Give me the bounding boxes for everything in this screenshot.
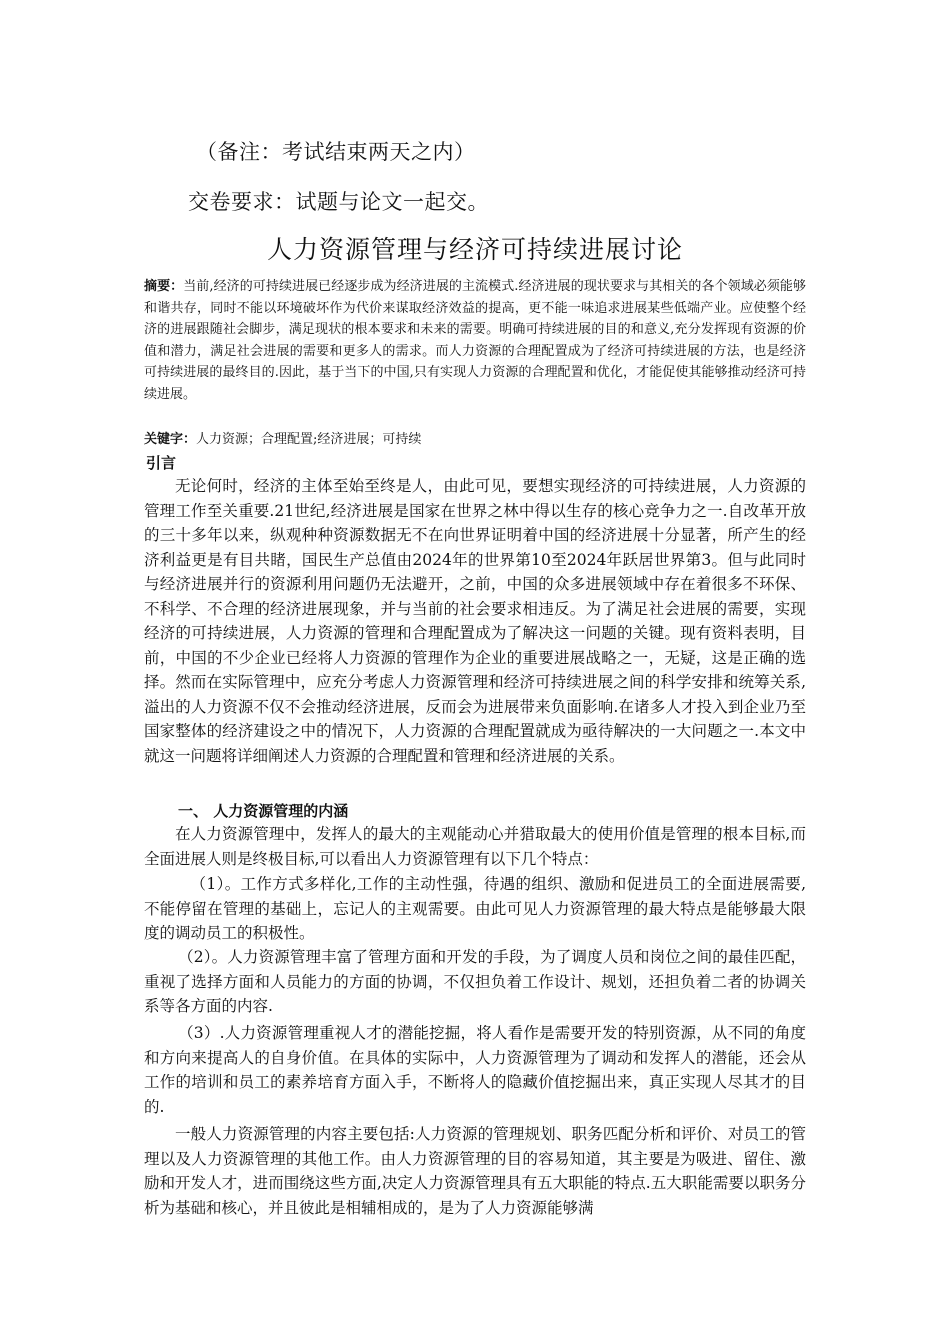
section1-point3: （3）.人力资源管理重视人才的潜能挖掘，将人看作是需要开发的特别资源，从不同的角度和方向来提高人的自身价值。在具体的实际中，人力资源管理为了调动和发挥人的潜能，还会从工作的培训和员工的素养培育方面入手，不断将人的隐藏价值挖掘出来，真正实现人尽其才的目的. [144, 1024, 806, 1116]
keywords-label: 关键字： [144, 432, 197, 447]
section1-intro-paragraph: 在人力资源管理中，发挥人的最大的主观能动心并猎取最大的使用价值是管理的根本目标,而全面进展人则是终极目标,可以看出人力资源管理有以下几个特点： [144, 825, 806, 868]
keywords [144, 428, 421, 447]
intro-heading: 引言 [146, 454, 177, 472]
intro-paragraph: 无论何时，经济的主体至始至终是人，由此可见，要想实现经济的可持续进展，人力资源的管理工作至关重要.21世纪,经济进展是国家在世界之林中得以生存的核心竞争力之一.自改革开放的三十多年以来，纵观种种资源数据无不在向世界证明着中国的经济进展十分显著，所产生的经济利益更是有目共睹，国民生产总值由2024年的世界第10至2024年跃居世界第3。但与此同时与经济进展并行的资源利用问题仍无法避开，之前，中国的众多进展领域中存在着很多不环保、不科学、不合理的经济进展现象，并与当前的社会要求相违反。为了满足社会进展的需要，实现经济的可持续进展，人力资源的管理和合理配置成为了解决这一问题的关键。现有资料表明，目前，中国的不少企业已经将人力资源的管理作为企业的重要进展战略之一，无疑，这是正确的选择。然而在实际管理中，应充分考虑人力资源管理和经济可持续进展之间的科学安排和统筹关系,溢出的人力资源不仅不会推动经济进展，反而会为进展带来负面影响.在诸多人才投入到企业乃至国家整体的经济建设之中的情况下，人力资源的合理配置就成为亟待解决的一大问题之一.本文中就这一问题将详细阐述人力资源的合理配置和管理和经济进展的关系。 [144, 477, 806, 765]
abstract-text: 当前,经济的可持续进展已经逐步成为经济进展的主流模式.经济进展的现状要求与其相关的各个领域必须能够和谐共存，同时不能以环境破坏作为代价来谋取经济效益的提高，更不能一味追求进展某些低端产业。应使整个经济的进展跟随社会脚步，满足现状的根本要求和未来的需要。明确可持续进展的目的和意义,充分发挥现有资源的价值和潜力，满足社会进展的需要和更多人的需求。而人力资源的合理配置成为了经济可持续进展的方法，也是经济可持续进展的最终目的.因此，基于当下的中国,只有实现人力资源的合理配置和优化，才能促使其能够推动经济可持续进展。 [144, 279, 806, 402]
section1-point2: （2）。人力资源管理丰富了管理方面和开发的手段，为了调度人员和岗位之间的最佳匹配，重视了选择方面和人员能力的方面的协调，不仅担负着工作设计、规划，还担负着二者的协调关系等各方面的内容. [144, 948, 806, 1015]
abstract-label: 摘要： [144, 279, 184, 294]
abstract [144, 276, 806, 405]
section1-heading: 一、 人力资源管理的内涵 [178, 802, 349, 820]
paper-title: 人力资源管理与经济可持续进展讨论 [266, 235, 683, 264]
submission-requirement: 交卷要求：试题与论文一起交。 [188, 190, 489, 214]
keywords-text: 人力资源；合理配置;经济进展；可持续 [196, 432, 422, 447]
section1-point1: （1）。工作方式多样化,工作的主动性强，待遇的组织、激励和促进员工的全面进展需要,不能停留在管理的基础上，忘记人的主观需要。由此可见人力资源管理的最大特点是能够最大限度的调动员工的积极性。 [144, 875, 806, 942]
section1-content-paragraph: 一般人力资源管理的内容主要包括:人力资源的管理规划、职务匹配分析和评价、对员工的管理以及人力资源管理的其他工作。由人力资源管理的目的容易知道，其主要是为吸进、留住、激励和开发人才，进而围绕这些方面,决定人力资源管理具有五大职能的特点.五大职能需要以职务分析为基础和核心，并且彼此是相辅相成的，是为了人力资源能够满 [144, 1125, 806, 1217]
submission-note: （备注：考试结束两天之内） [196, 140, 476, 164]
